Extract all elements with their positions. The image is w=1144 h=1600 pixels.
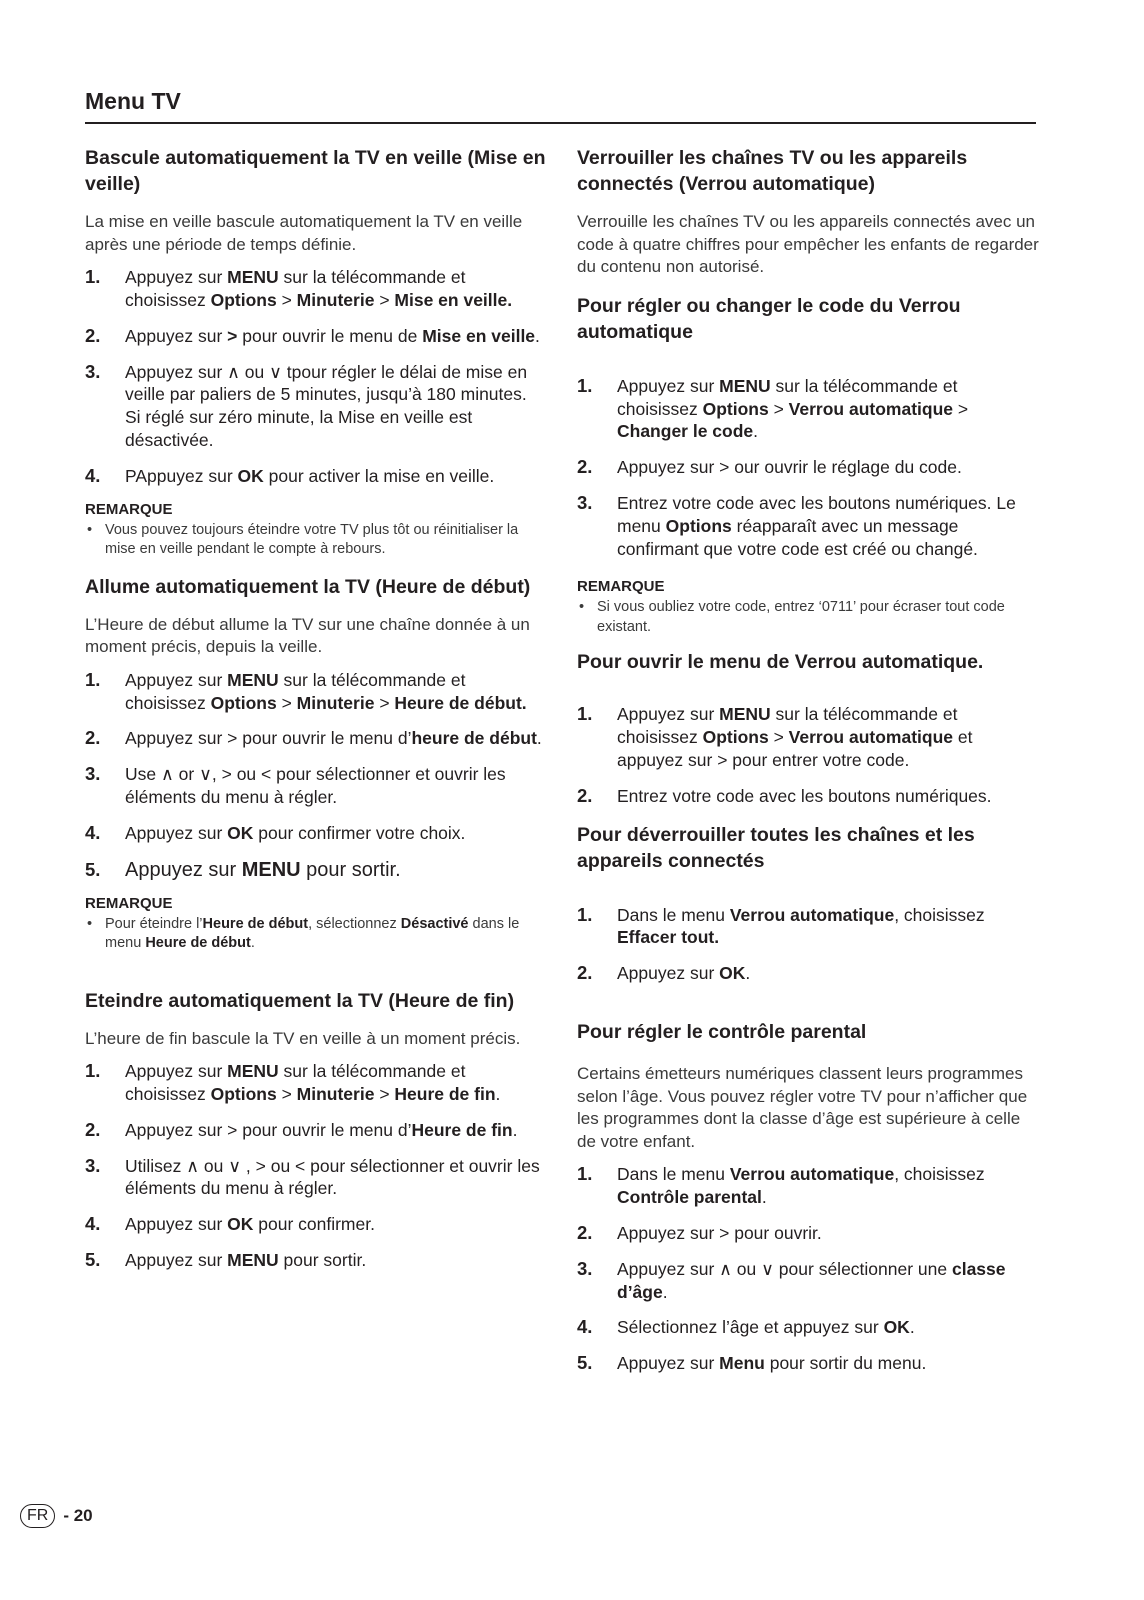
section-verrou-automatique xyxy=(577,145,1039,279)
bold-term: Mise en veille. xyxy=(394,289,513,310)
text-run: Utilisez ∧ ou ∨ , > ou < pour sélectionner et ouvrir les éléments du menu à régler. xyxy=(125,1155,540,1199)
step-item xyxy=(85,822,547,845)
section-heure-de-fin xyxy=(85,988,547,1272)
text-run: Entrez votre code avec les boutons numériques. xyxy=(617,785,992,806)
bullet-icon: • xyxy=(579,599,585,616)
section-title: Eteindre automatiquement la TV (Heure de fin) xyxy=(85,989,515,1012)
text-run: , choisissez xyxy=(894,904,985,925)
step-item xyxy=(577,1222,1039,1245)
step-item xyxy=(85,1060,547,1106)
section-title: Allume automatiquement la TV (Heure de début) xyxy=(85,575,531,598)
title-divider xyxy=(85,122,1036,124)
note-label: REMARQUE xyxy=(85,500,173,518)
step-item xyxy=(85,1213,547,1236)
text-run: pour ouvrir le menu de xyxy=(237,325,423,346)
text-run: , sélectionnez xyxy=(308,915,401,932)
section-title: Pour ouvrir le menu de Verrou automatique. xyxy=(577,651,984,674)
text-run: . xyxy=(512,1119,518,1140)
step-item xyxy=(85,465,547,488)
text-run: Appuyez sur xyxy=(617,1353,720,1374)
bold-term: Minuterie xyxy=(296,289,375,310)
section-intro: L’heure de fin bascule la TV en veille à un moment précis. xyxy=(85,1028,521,1048)
section-title: Pour régler le contrôle parental xyxy=(577,1020,867,1043)
bold-term: Options xyxy=(210,289,277,310)
text-run: pour confirmer votre choix. xyxy=(253,822,466,843)
text-run: sur la télécommande et choisissez xyxy=(617,375,958,419)
section-mise-en-veille xyxy=(85,145,547,560)
bold-term: classe d’âge xyxy=(617,1258,1006,1302)
step-item xyxy=(577,456,1039,479)
text-run: > xyxy=(768,727,789,748)
text-run: Appuyez sur > pour ouvrir. xyxy=(617,1222,822,1243)
step-number: 5. xyxy=(85,1248,101,1270)
step-item xyxy=(577,785,1039,808)
text-run: pour sortir. xyxy=(300,858,401,881)
step-number: 2. xyxy=(85,727,101,749)
step-item xyxy=(85,1119,547,1142)
text-run: Appuyez sur ∧ ou ∨ pour sélectionner une xyxy=(617,1258,952,1279)
bold-term: Options xyxy=(210,1083,277,1104)
text-run: Appuyez sur xyxy=(125,267,228,288)
text-run: Use ∧ or ∨, > ou < pour sélectionner et ouvrir les éléments du menu à régler. xyxy=(125,764,506,807)
text-run: > xyxy=(276,1083,297,1104)
step-number: 1. xyxy=(577,903,593,925)
step-number: 3. xyxy=(85,1154,101,1176)
step-item xyxy=(85,763,547,809)
bold-term: Heure de fin xyxy=(394,1083,496,1104)
text-run: Appuyez sur > our ouvrir le réglage du code. xyxy=(617,457,962,478)
bold-term: OK xyxy=(237,465,264,486)
step-item xyxy=(85,727,547,750)
text-run: Appuyez sur xyxy=(125,669,228,690)
text-run: Pour éteindre l’ xyxy=(105,915,203,932)
bold-term: Verrou automatique xyxy=(788,398,953,419)
step-item xyxy=(577,375,1039,443)
text-run: Dans le menu xyxy=(617,904,730,925)
step-number: 2. xyxy=(85,324,101,346)
text-run: . xyxy=(536,728,542,749)
note-label: REMARQUE xyxy=(577,578,665,596)
section-ouvrir-verrou xyxy=(577,649,1039,807)
steps-list xyxy=(85,1060,547,1272)
note-label: REMARQUE xyxy=(85,894,173,912)
step-number: 1. xyxy=(577,703,593,725)
section-title: Verrouiller les chaînes TV ou les appareils connectés (Verrou automatique) xyxy=(577,147,968,195)
text-run: > xyxy=(276,289,297,310)
text-run: pour sortir. xyxy=(278,1249,367,1270)
language-badge: FR xyxy=(20,1504,55,1528)
text-run: Appuyez sur xyxy=(617,375,720,396)
bold-term: OK xyxy=(883,1317,910,1338)
bold-term: Verrou automatique xyxy=(729,904,895,925)
text-run: Appuyez sur xyxy=(125,1061,228,1082)
bold-term: Heure de début xyxy=(202,915,309,932)
text-run: > xyxy=(374,1083,395,1104)
bold-term: MENU xyxy=(227,267,279,288)
bold-term: Verrou automatique xyxy=(729,1164,895,1185)
step-number: 2. xyxy=(577,1221,593,1243)
bold-term: Minuterie xyxy=(296,692,375,713)
text-run: . xyxy=(745,963,751,984)
step-item xyxy=(85,858,547,882)
note-text xyxy=(105,916,519,952)
step-item xyxy=(85,1249,547,1272)
text-run: Appuyez sur xyxy=(125,325,228,346)
text-run: pour sortir du menu. xyxy=(764,1353,927,1374)
section-heure-de-debut xyxy=(85,574,547,954)
text-run: dans le menu xyxy=(105,915,520,952)
text-run: Entrez votre code avec les boutons numériques. Le menu xyxy=(617,492,1016,536)
bold-term: MENU xyxy=(227,1249,279,1270)
bold-term: Heure de fin xyxy=(411,1119,513,1140)
bold-term: Heure de début. xyxy=(394,692,527,713)
step-number: 2. xyxy=(577,962,593,984)
step-number: 4. xyxy=(85,821,101,843)
note xyxy=(85,915,547,954)
section-intro: La mise en veille bascule automatiquement la TV en veille après une période de temps définie. xyxy=(85,212,523,254)
text-run: sur la télécommande et choisissez xyxy=(125,1061,466,1104)
text-run: Appuyez sur ∧ ou ∨ tpour régler le délai de mise en veille par paliers de 5 minutes, jusqu’à 180 minutes. Si réglé sur zéro minute, la Mise en veille est désactivée. xyxy=(125,361,528,450)
text-run: > xyxy=(768,398,789,419)
bold-term: heure de début xyxy=(411,728,537,749)
step-item xyxy=(85,266,547,312)
step-item xyxy=(577,962,1039,985)
text-run: Appuyez sur xyxy=(125,858,242,881)
steps-list xyxy=(577,703,1039,807)
step-item xyxy=(85,1155,547,1201)
step-item xyxy=(577,703,1039,771)
section-title: Pour régler ou changer le code du Verrou automatique xyxy=(577,294,961,343)
bold-term: Contrôle parental xyxy=(617,1187,762,1208)
bold-term: Minuterie xyxy=(296,1083,375,1104)
step-number: 2. xyxy=(577,456,593,478)
text-run: sur la télécommande et choisissez xyxy=(617,704,958,748)
bold-term: OK xyxy=(719,963,746,984)
text-run: PAppuyez sur xyxy=(125,465,238,486)
section-regler-code xyxy=(577,293,1039,638)
step-number: 3. xyxy=(85,360,101,382)
bullet-icon: • xyxy=(87,521,93,538)
text-run: > xyxy=(374,289,395,310)
bold-term: Options xyxy=(665,515,732,536)
text-run: sur la télécommande et choisissez xyxy=(125,267,466,310)
step-item xyxy=(85,325,547,348)
text-run: Dans le menu xyxy=(617,1164,730,1185)
bold-term: Mise en veille xyxy=(422,325,536,346)
text-run: . xyxy=(753,421,759,442)
step-number: 1. xyxy=(85,1060,101,1082)
page-title: Menu TV xyxy=(85,88,181,114)
step-item xyxy=(577,1352,1039,1375)
bold-term: MENU xyxy=(227,1061,279,1082)
text-run: pour confirmer. xyxy=(253,1214,375,1235)
bold-term: Changer le code xyxy=(617,421,754,442)
step-number: 1. xyxy=(577,374,593,396)
text-run: . xyxy=(909,1317,915,1338)
section-intro: L’Heure de début allume la TV sur une chaîne donnée à un moment précis, depuis la veille. xyxy=(85,614,530,657)
steps-list xyxy=(85,669,547,882)
note xyxy=(85,521,547,560)
bold-term: Heure de début xyxy=(145,935,251,952)
steps-list xyxy=(577,1163,1039,1375)
text-run: . xyxy=(761,1187,767,1208)
section-controle-parental xyxy=(577,1019,1039,1375)
section-title: Bascule automatiquement la TV en veille (Mise en veille) xyxy=(85,147,546,195)
bold-term: MENU xyxy=(719,375,771,396)
text-run: Appuyez sur xyxy=(617,963,720,984)
step-item xyxy=(577,904,1039,950)
bold-term: Options xyxy=(702,398,769,419)
bold-term: Menu xyxy=(719,1353,765,1374)
text-run: . xyxy=(535,325,540,346)
step-number: 3. xyxy=(577,1257,593,1279)
step-item xyxy=(85,361,547,452)
step-number: 1. xyxy=(577,1163,593,1185)
text-run: Appuyez sur > pour ouvrir le menu d’ xyxy=(125,728,412,749)
bold-term: MENU xyxy=(241,858,301,881)
step-item xyxy=(85,669,547,715)
note xyxy=(577,598,1039,637)
bold-term: Verrou automatique xyxy=(788,727,953,748)
text-run: > xyxy=(374,692,395,713)
step-number: 3. xyxy=(85,763,101,785)
text-run: . xyxy=(250,935,255,952)
steps-list xyxy=(85,266,547,487)
bold-term: OK xyxy=(227,1214,254,1235)
step-number: 2. xyxy=(577,784,593,806)
steps-list xyxy=(577,375,1039,561)
text-run: Appuyez sur xyxy=(125,822,228,843)
step-number: 4. xyxy=(85,1213,101,1235)
bold-term: MENU xyxy=(719,704,771,725)
step-item xyxy=(577,1316,1039,1339)
step-number: 3. xyxy=(577,491,593,513)
step-number: 5. xyxy=(577,1352,593,1374)
left-column xyxy=(85,145,547,1285)
note-text: Vous pouvez toujours éteindre votre TV plus tôt ou réinitialiser la mise en veille pendant le compte à rebours. xyxy=(105,521,519,558)
text-run: Appuyez sur xyxy=(617,704,720,725)
step-number: 4. xyxy=(577,1316,593,1338)
bold-term: OK xyxy=(227,822,254,843)
step-item xyxy=(577,1258,1039,1304)
text-run: Appuyez sur > pour ouvrir le menu d’ xyxy=(125,1119,412,1140)
note-text: Si vous oubliez votre code, entrez ‘0711’ pour écraser tout code existant. xyxy=(597,599,1005,635)
section-intro: Verrouille les chaînes TV ou les appareils connectés avec un code à quatre chiffres pour empêcher les enfants de regarder du contenu non autorisé. xyxy=(577,212,1039,277)
right-column xyxy=(577,145,1039,1388)
bullet-icon: • xyxy=(87,915,93,932)
bold-term: Options xyxy=(210,692,277,713)
text-run: Appuyez sur xyxy=(125,1214,228,1235)
step-number: 1. xyxy=(85,266,101,288)
text-run: sur la télécommande et choisissez xyxy=(125,669,466,713)
step-item xyxy=(577,492,1039,560)
text-run: pour activer la mise en veille. xyxy=(263,465,495,486)
step-number: 2. xyxy=(85,1118,101,1140)
bold-term: Effacer tout. xyxy=(617,927,720,948)
bold-term: Désactivé xyxy=(400,915,469,932)
section-deverrouiller xyxy=(577,822,1039,985)
step-number: 1. xyxy=(85,668,101,690)
page-footer xyxy=(20,1504,93,1528)
text-run: . xyxy=(662,1281,668,1302)
text-run: > xyxy=(276,692,297,713)
text-run: , choisissez xyxy=(894,1164,985,1185)
text-run: Appuyez sur xyxy=(125,1249,228,1270)
section-intro: Certains émetteurs numériques classent leurs programmes selon l’âge. Vous pouvez régler votre TV pour n’afficher que les programmes dont la classe d’âge est supérieure à celle de votre enfant. xyxy=(577,1063,1028,1151)
text-run: et appuyez sur > pour entrer votre code. xyxy=(617,727,973,770)
bold-term: > xyxy=(227,325,238,346)
text-run: > xyxy=(953,398,969,419)
bold-term: Options xyxy=(702,727,769,748)
steps-list xyxy=(577,904,1039,985)
text-run: . xyxy=(495,1083,501,1104)
text-run: réapparaît avec un message confirmant que votre code est créé ou changé. xyxy=(617,515,978,559)
step-number: 5. xyxy=(85,858,101,880)
section-title: Pour déverrouiller toutes les chaînes et les appareils connectés xyxy=(577,823,975,872)
bold-term: MENU xyxy=(227,669,279,690)
page-number: - 20 xyxy=(63,1506,93,1525)
step-number: 4. xyxy=(85,464,101,486)
step-item xyxy=(577,1163,1039,1209)
text-run: Sélectionnez l’âge et appuyez sur xyxy=(617,1317,884,1338)
